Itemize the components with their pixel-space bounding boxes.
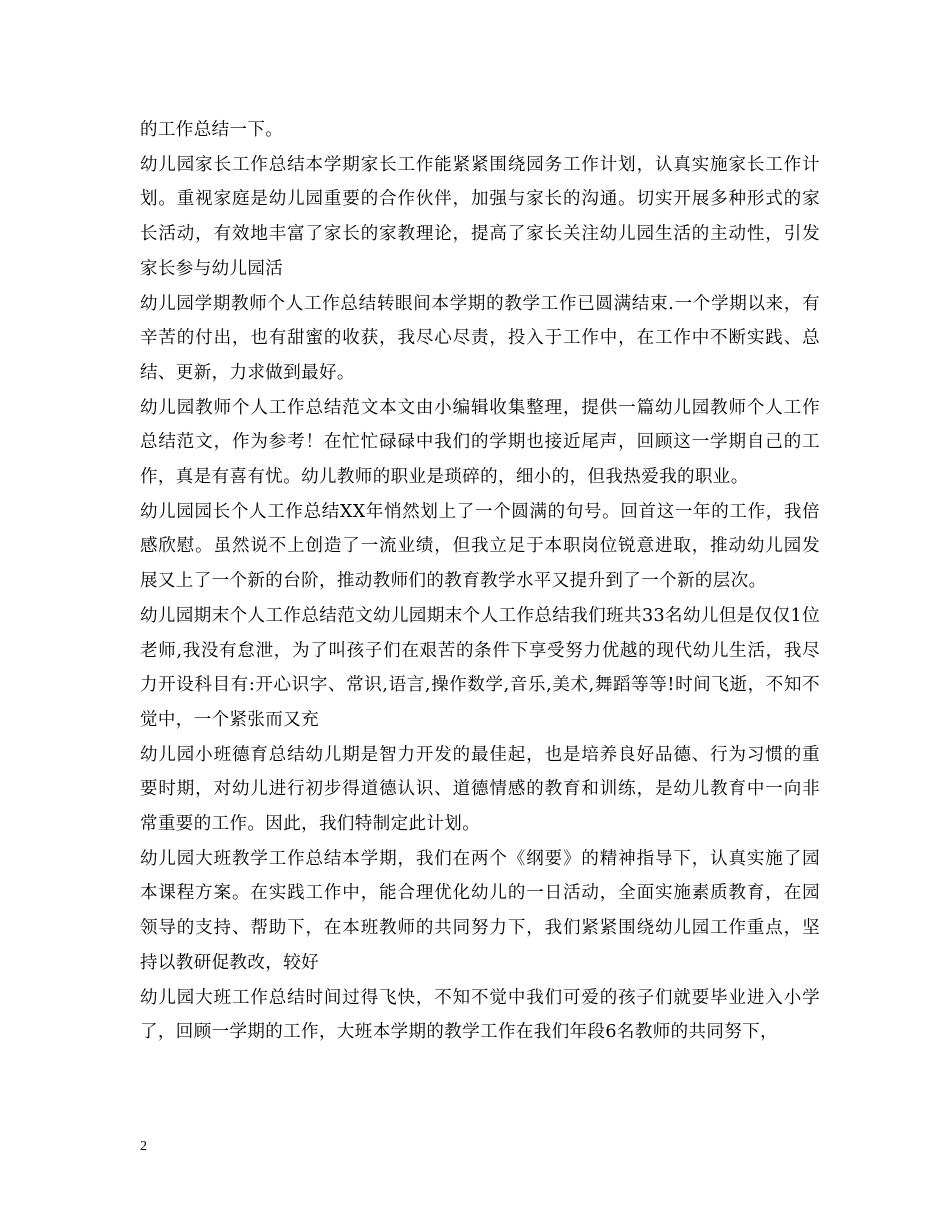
paragraph: 幼儿园家长工作总结本学期家长工作能紧紧围绕园务工作计划，认真实施家长工作计划。重视家庭是幼儿园重要的合作伙伴，加强与家长的沟通。切实开展多种形式的家长活动，有效地丰富了家长的家教理论，提高了家长关注幼儿园生活的主动性，引发家长参与幼儿园活 xyxy=(140,154,820,279)
paragraph: 幼儿园期末个人工作总结范文幼儿园期末个人工作总结我们班共33名幼儿但是仅仅1位老师,我没有怠泄，为了叫孩子们在艰苦的条件下享受努力优越的现代幼儿生活，我尽力开设科目有:开心识字、常识,语言,操作数学,音乐,美术,舞蹈等等!时间飞逝，不知不觉中，一个紧张而又充 xyxy=(140,605,820,730)
document-body xyxy=(140,113,820,1050)
paragraph: 幼儿园教师个人工作总结范文本文由小编辑收集整理，提供一篇幼儿园教师个人工作总结范文，作为参考！在忙忙碌碌中我们的学期也接近尾声，回顾这一学期自己的工作，真是有喜有忧。幼儿教师的职业是琐碎的，细小的，但我热爱我的职业。 xyxy=(140,397,820,488)
paragraph: 的工作总结一下。 xyxy=(140,120,284,140)
paragraph: 幼儿园小班德育总结幼儿期是智力开发的最佳起，也是培养良好品德、行为习惯的重要时期，对幼儿进行初步得道德认识、道德情感的教育和训练，是幼儿教育中一向非常重要的工作。因此，我们特制定此计划。 xyxy=(140,744,820,835)
paragraph: 幼儿园大班工作总结时间过得飞快，不知不觉中我们可爱的孩子们就要毕业进入小学了，回顾一学期的工作，大班本学期的教学工作在我们年段6名教师的共同努下， xyxy=(140,987,820,1043)
paragraph: 幼儿园园长个人工作总结XX年悄然划上了一个圆满的句号。回首这一年的工作，我倍感欣慰。虽然说不上创造了一流业绩，但我立足于本职岗位锐意进取，推动幼儿园发展又上了一个新的台阶，推动教师们的教育教学水平又提升到了一个新的层次。 xyxy=(140,501,820,592)
paragraph: 幼儿园学期教师个人工作总结转眼间本学期的教学工作已圆满结束.一个学期以来，有辛苦的付出，也有甜蜜的收获，我尽心尽责，投入于工作中，在工作中不断实践、总结、更新，力求做到最好。 xyxy=(140,293,820,383)
paragraph: 幼儿园大班教学工作总结本学期，我们在两个《纲要》的精神指导下，认真实施了园本课程方案。在实践工作中，能合理优化幼儿的一日活动，全面实施素质教育，在园领导的支持、帮助下，在本班教师的共同努力下，我们紧紧围绕幼儿园工作重点，坚持以教研促教改，较好 xyxy=(140,848,820,973)
page-number: 2 xyxy=(140,1139,147,1154)
